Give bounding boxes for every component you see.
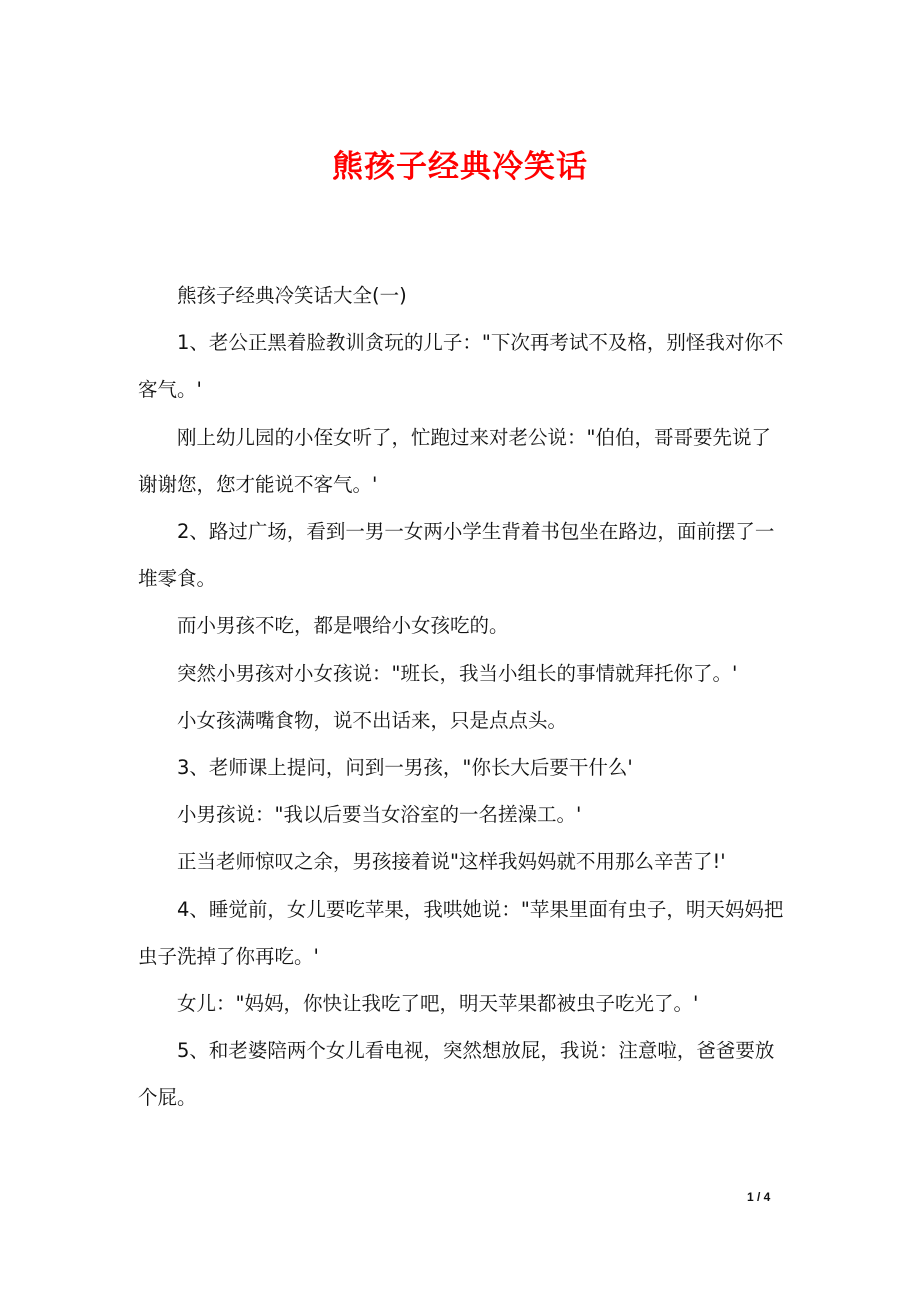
paragraph: 2、路过广场，看到一男一女两小学生背着书包坐在路边，面前摆了一堆零食。 xyxy=(138,520,775,591)
paragraph: 1、老公正黑着脸教训贪玩的儿子："下次再考试不及格，别怪我对你不客气。' xyxy=(138,331,784,402)
page-title: 熊孩子经典冷笑话 xyxy=(332,149,588,185)
paragraph: 刚上幼儿园的小侄女听了，忙跑过来对老公说："伯伯，哥哥要先说了谢谢您，您才能说不客气。' xyxy=(138,425,771,496)
paragraph: 小女孩满嘴食物，说不出话来，只是点点头。 xyxy=(177,708,568,732)
paragraph: 3、老师课上提问，问到一男孩，"你长大后要干什么' xyxy=(177,756,633,780)
paragraph: 5、和老婆陪两个女儿看电视，突然想放屁，我说：注意啦，爸爸要放个屁。 xyxy=(138,1039,775,1110)
page-number: 1 / 4 xyxy=(747,1190,771,1204)
paragraph: 小男孩说："我以后要当女浴室的一名搓澡工。' xyxy=(177,803,582,827)
paragraph: 而小男孩不吃，都是喂给小女孩吃的。 xyxy=(177,614,509,638)
paragraph: 正当老师惊叹之余，男孩接着说"这样我妈妈就不用那么辛苦了!' xyxy=(177,850,726,874)
paragraph: 4、睡觉前，女儿要吃苹果，我哄她说："苹果里面有虫子，明天妈妈把虫子洗掉了你再吃。' xyxy=(138,897,784,968)
paragraph: 突然小男孩对小女孩说："班长，我当小组长的事情就拜托你了。' xyxy=(177,661,738,685)
document-body xyxy=(138,272,788,1122)
paragraph: 女儿："妈妈，你快让我吃了吧，明天苹果都被虫子吃光了。' xyxy=(177,992,699,1016)
section-heading: 熊孩子经典冷笑话大全(一) xyxy=(177,284,407,307)
